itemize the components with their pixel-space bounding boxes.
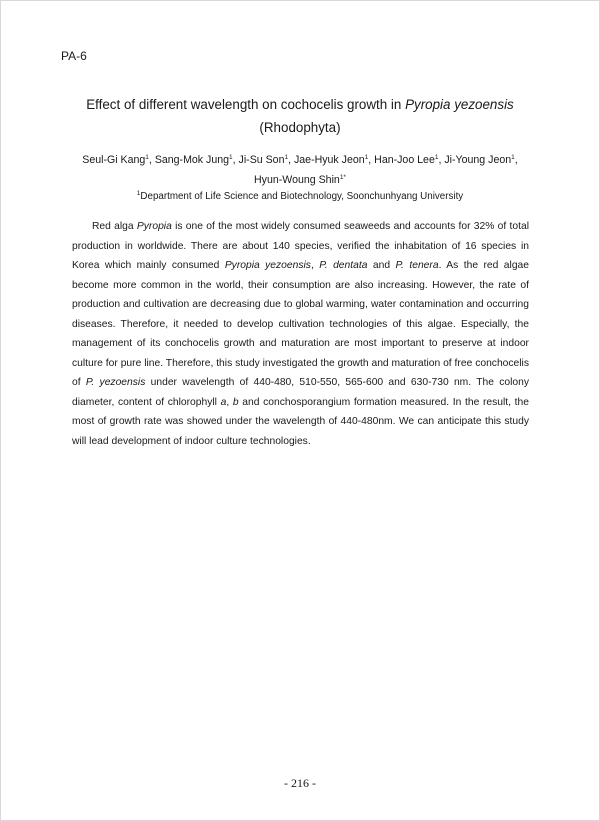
author: Seul-Gi Kang$^1$, [82,154,155,166]
author: Jae-Hyuk Jeon$^1$, [293,154,375,166]
title-prefix: Effect of different wavelength on cochocelis growth in [86,97,406,112]
author: Han-Joo Lee$^1$, [374,154,445,166]
author-list [40,150,560,190]
author: Ji-Su Son$^1$, [238,154,294,166]
title-species: Pyropia yezoensis [405,97,514,112]
author: Sang-Mok Jung$^1$, [154,154,239,166]
author: Hyun-Woung Shin$^{1*}$ [254,174,346,186]
abstract-body: Red alga Pyropia is one of the most widely consumed seaweeds and accounts for 32% of total production in worldwide. There are about 140 species, verified the inhabitation of 16 species in Korea which mainly consumed Pyropia yezoensis, P. dentata and P. tenera. As the red algae become more common in the world, their consumption are also increasing. However, the rate of production and cultivation are decreasing due to global warming, water contamination and occurring diseases. Therefore, it needed to develop cultivation technologies of this algae. Especially, the management of its conchocelis growth and maturation are most important to preserve at indoor culture for pure line. Therefore, this study investigated the growth and maturation of free conchocelis of P. yezoensis under wavelength of 440-480, 510-550, 565-600 and 630-730 nm. The colony diameter, content of chlorophyll a, b and conchosporangium formation measured. In the result, the most of growth rate was showed under the wavelength of 440-480nm. We can anticipate this study will lead development of indoor culture technologies. [72,221,530,448]
abstract-code: PA-6 [61,49,87,63]
paper-title [40,93,560,139]
author: Ji-Young Jeon$^1$, [444,154,518,166]
affiliation-marker: 1 [136,190,141,197]
affiliation [40,190,560,204]
title-suffix: (Rhodophyta) [259,120,341,135]
affiliation-text: Department of Life Science and Biotechnology, Soonchunhyang University [140,191,464,202]
page-number: - 216 - [284,776,316,790]
